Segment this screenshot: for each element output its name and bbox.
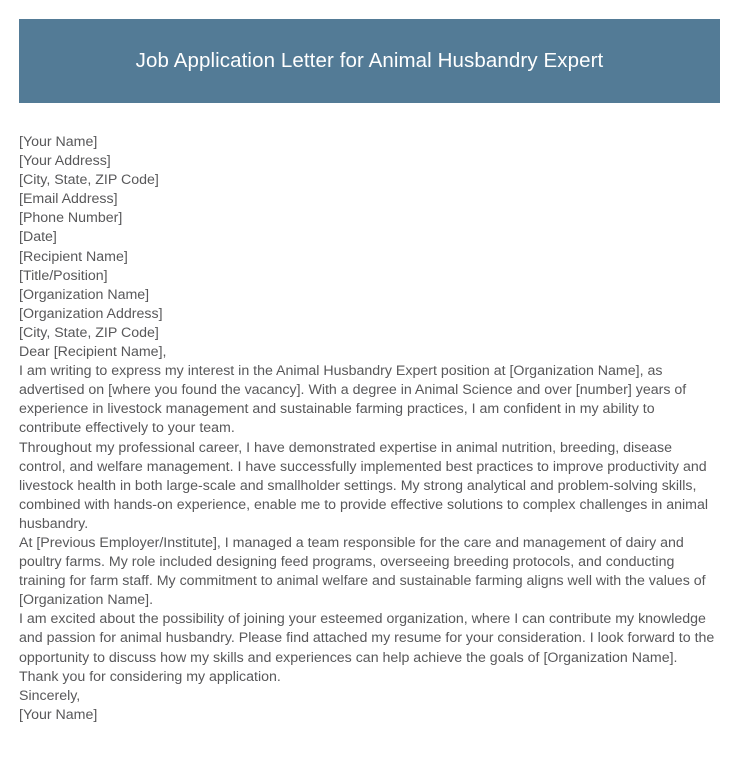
letter-body — [19, 133, 720, 725]
recipient-city-state-zip: [City, State, ZIP Code] — [19, 324, 159, 341]
body-paragraph-1: I am writing to express my interest in the Animal Husbandry Expert position at [Organization Name], as advertised on [where you found the vacancy]. With a degree in Animal Science and over [number] years of experience in livestock management and sustainable farming practices, I am confident in my ability to contribute effectively to your team. — [19, 363, 687, 437]
sender-phone: [Phone Number] — [19, 210, 123, 227]
signature-name: [Your Name] — [19, 706, 98, 723]
sender-address: [Your Address] — [19, 153, 111, 170]
recipient-name: [Recipient Name] — [19, 248, 128, 265]
salutation: Dear [Recipient Name], — [19, 344, 167, 361]
recipient-organization-name: [Organization Name] — [19, 286, 150, 303]
recipient-organization-address: [Organization Address] — [19, 305, 163, 322]
body-paragraph-3: At [Previous Employer/Institute], I managed a team responsible for the care and management of dairy and poultry farms. My role included designing feed programs, overseeing breeding protocols, and conducting training for farm staff. My commitment to animal welfare and sustainable farming aligns well with the values of [Organization Name]. — [19, 534, 706, 609]
sender-name: [Your Name] — [19, 134, 98, 150]
title-banner — [19, 19, 720, 103]
closing-thanks: Thank you for considering my application. — [19, 668, 281, 685]
sender-email: [Email Address] — [19, 191, 118, 208]
sender-city-state-zip: [City, State, ZIP Code] — [19, 172, 159, 189]
date-line: [Date] — [19, 229, 57, 246]
page-title: Job Application Letter for Animal Husbandry Expert — [135, 48, 604, 72]
closing-salutation: Sincerely, — [19, 687, 81, 704]
recipient-title: [Title/Position] — [19, 267, 108, 284]
body-paragraph-4: I am excited about the possibility of joining your esteemed organization, where I can contribute my knowledge and passion for animal husbandry. Please find attached my resume for your consideration. I look forward to the opportunity to discuss how my skills and experiences can help achieve the goals of [Organization Name]. — [19, 611, 715, 666]
body-paragraph-2: Throughout my professional career, I have demonstrated expertise in animal nutrition, breeding, disease control, and welfare management. I have successfully implemented best practices to improve productivity and livestock health in both large-scale and smallholder settings. My strong analytical and problem-solving skills, combined with hands-on experience, enable me to provide effective solutions to complex challenges in animal husbandry. — [19, 439, 709, 532]
